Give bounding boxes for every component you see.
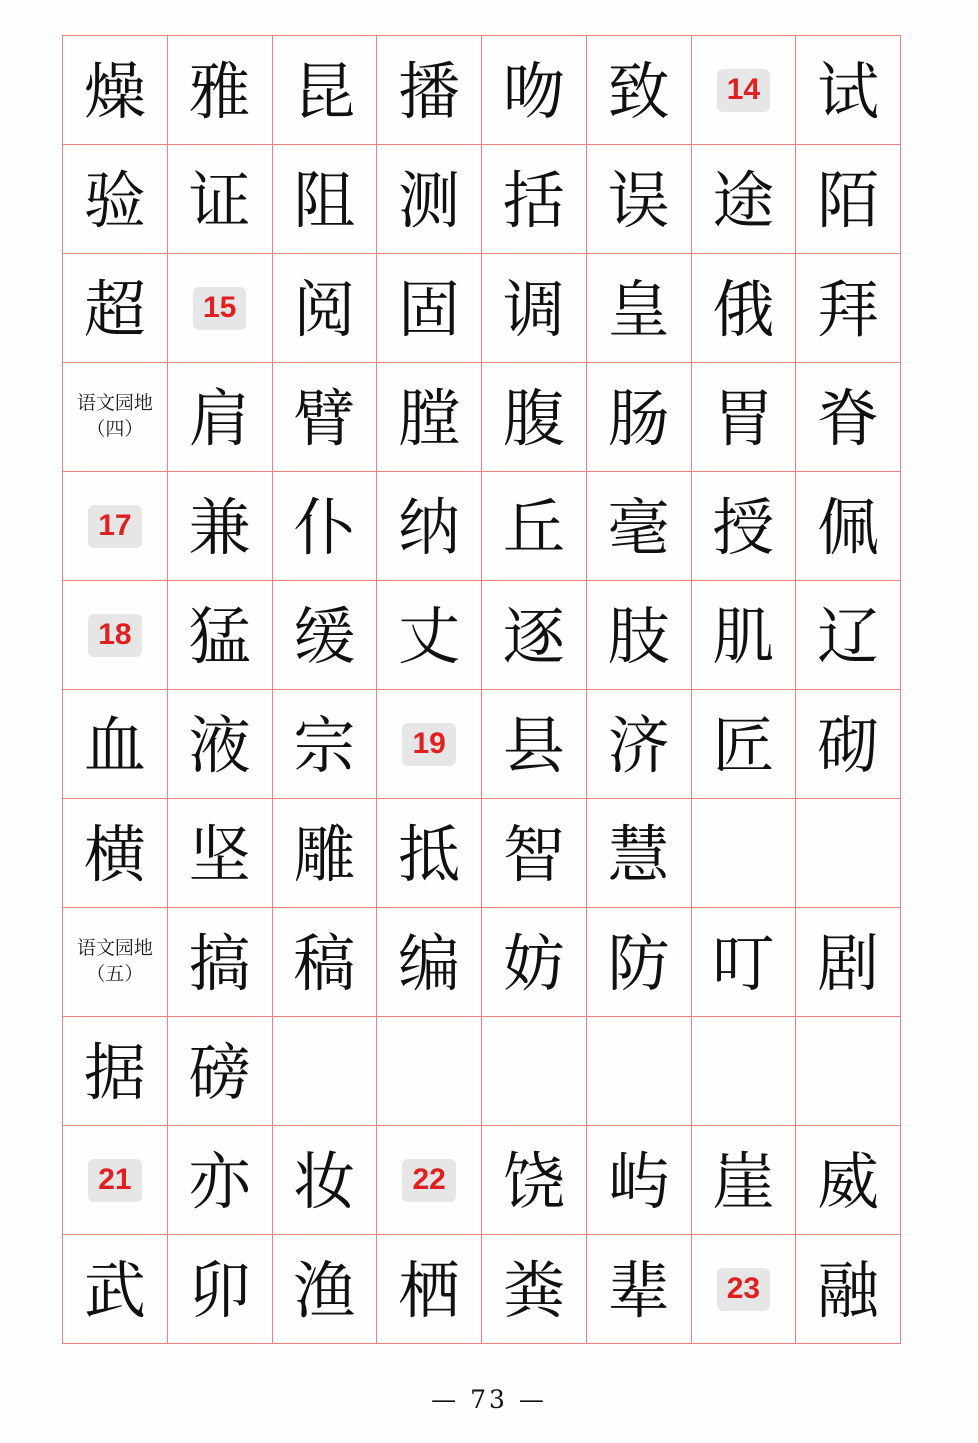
character-cell [482,254,587,363]
empty-cell [796,799,901,908]
character-cell [691,254,796,363]
empty-cell [586,1017,691,1126]
character-glyph: 调 [502,273,565,346]
character-glyph: 济 [607,709,670,782]
character-glyph: 妆 [293,1145,356,1218]
character-cell [272,799,377,908]
character-cell [691,581,796,690]
character-cell [167,1126,272,1235]
lesson-number-cell [63,1126,168,1235]
character-glyph: 试 [817,55,880,128]
lesson-number-cell [377,690,482,799]
section-label [63,936,167,987]
lesson-number-cell [377,1126,482,1235]
character-glyph: 屿 [607,1145,670,1218]
character-glyph: 俄 [712,273,775,346]
character-glyph: 拜 [817,273,880,346]
character-cell [63,145,168,254]
lesson-number-cell [691,1235,796,1344]
character-cell [691,363,796,472]
lesson-number-badge: 21 [88,1159,141,1202]
character-glyph: 砌 [817,709,880,782]
character-glyph: 昆 [293,55,356,128]
character-glyph: 液 [188,709,251,782]
character-cell [167,581,272,690]
character-cell [482,363,587,472]
character-glyph: 逐 [502,600,565,673]
character-cell [586,1235,691,1344]
character-cell [482,1235,587,1344]
character-glyph: 猛 [188,600,251,673]
grid-row [63,908,901,1017]
character-glyph: 阅 [293,273,356,346]
character-cell [482,1126,587,1235]
character-glyph: 饶 [502,1145,565,1218]
character-cell [586,36,691,145]
lesson-number-badge: 19 [402,723,455,766]
character-cell [586,1126,691,1235]
character-cell [691,1126,796,1235]
empty-cell [377,1017,482,1126]
character-glyph: 坚 [188,818,251,891]
character-cell [796,36,901,145]
character-glyph: 丈 [398,600,461,673]
character-glyph: 粪 [502,1254,565,1327]
character-cell [272,690,377,799]
character-glyph: 兼 [188,491,251,564]
character-cell [796,908,901,1017]
character-cell [167,1235,272,1344]
lesson-number-cell [691,36,796,145]
character-cell [482,36,587,145]
character-cell [167,690,272,799]
character-glyph: 栖 [398,1254,461,1327]
character-grid-wrapper [62,35,892,1344]
character-cell [586,254,691,363]
page-number: — 73 — [431,1385,547,1414]
character-cell [167,799,272,908]
character-cell [63,690,168,799]
character-glyph: 证 [188,164,251,237]
character-cell [167,363,272,472]
character-cell [63,1235,168,1344]
character-cell [272,1235,377,1344]
character-glyph: 播 [398,55,461,128]
character-cell [63,799,168,908]
character-cell [63,1017,168,1126]
character-glyph: 肩 [188,382,251,455]
character-glyph: 崖 [712,1145,775,1218]
character-glyph: 授 [712,491,775,564]
character-glyph: 吻 [502,55,565,128]
character-cell [272,1126,377,1235]
character-glyph: 阻 [293,164,356,237]
character-cell [272,36,377,145]
character-cell [691,145,796,254]
character-glyph: 妨 [502,927,565,1000]
character-glyph: 验 [83,164,146,237]
character-glyph: 叮 [712,927,775,1000]
grid-row [63,472,901,581]
character-glyph: 括 [502,164,565,237]
section-label-cell [63,908,168,1017]
character-cell [272,145,377,254]
lesson-number-badge: 17 [88,505,141,548]
character-cell [377,472,482,581]
section-label-line2: （四） [86,419,144,440]
lesson-number-badge: 18 [88,614,141,657]
character-cell [691,690,796,799]
grid-row [63,581,901,690]
character-cell [691,472,796,581]
character-glyph: 腹 [502,382,565,455]
grid-row [63,145,901,254]
character-glyph: 卯 [188,1254,251,1327]
character-cell [63,254,168,363]
character-glyph: 雕 [293,818,356,891]
grid-row [63,1235,901,1344]
section-label-cell [63,363,168,472]
character-cell [482,581,587,690]
character-glyph: 缓 [293,600,356,673]
character-cell [377,581,482,690]
character-glyph: 雅 [188,55,251,128]
character-glyph: 稿 [293,927,356,1000]
character-cell [377,1235,482,1344]
character-glyph: 陌 [817,164,880,237]
lesson-number-badge: 15 [193,287,246,330]
grid-row [63,799,901,908]
character-cell [796,363,901,472]
character-glyph: 脊 [817,382,880,455]
character-cell [377,908,482,1017]
character-glyph: 胃 [712,382,775,455]
character-cell [586,581,691,690]
character-cell [377,145,482,254]
character-cell [377,363,482,472]
character-glyph: 肌 [712,600,775,673]
character-glyph: 智 [502,818,565,891]
grid-row [63,690,901,799]
lesson-number-cell [63,472,168,581]
character-glyph: 匠 [712,709,775,782]
lesson-number-badge: 22 [402,1159,455,1202]
character-glyph: 据 [83,1036,146,1109]
lesson-number-badge: 14 [717,69,770,112]
character-cell [63,36,168,145]
character-glyph: 肠 [607,382,670,455]
character-cell [482,799,587,908]
character-glyph: 辽 [817,600,880,673]
character-cell [796,1126,901,1235]
character-cell [167,36,272,145]
empty-cell [272,1017,377,1126]
character-glyph: 武 [83,1254,146,1327]
character-glyph: 慧 [607,818,670,891]
character-cell [272,363,377,472]
character-glyph: 致 [607,55,670,128]
section-label [63,391,167,442]
character-cell [167,472,272,581]
section-label-line1: 语文园地 [76,938,153,960]
character-glyph: 辈 [607,1254,670,1327]
character-glyph: 误 [607,164,670,237]
lesson-number-badge: 23 [717,1268,770,1311]
character-glyph: 亦 [188,1145,251,1218]
character-glyph: 佩 [817,491,880,564]
character-glyph: 固 [398,273,461,346]
character-cell [272,581,377,690]
character-glyph: 燥 [83,55,146,128]
lesson-number-cell [167,254,272,363]
character-cell [272,254,377,363]
character-glyph: 途 [712,164,775,237]
character-glyph: 搞 [188,927,251,1000]
character-cell [167,908,272,1017]
character-glyph: 横 [83,818,146,891]
character-glyph: 毫 [607,491,670,564]
character-cell [691,908,796,1017]
section-label-line1: 语文园地 [76,393,153,415]
empty-cell [796,1017,901,1126]
character-cell [482,145,587,254]
character-glyph: 抵 [398,818,461,891]
character-cell [796,472,901,581]
empty-cell [482,1017,587,1126]
character-cell [272,472,377,581]
character-glyph: 磅 [188,1036,251,1109]
empty-cell [691,799,796,908]
lesson-number-cell [63,581,168,690]
character-glyph: 威 [817,1145,880,1218]
character-cell [167,145,272,254]
character-cell [377,254,482,363]
grid-row [63,36,901,145]
character-glyph: 宗 [293,709,356,782]
character-glyph: 防 [607,927,670,1000]
character-cell [586,690,691,799]
grid-row [63,254,901,363]
character-cell [377,36,482,145]
character-cell [796,581,901,690]
character-cell [482,472,587,581]
character-cell [167,1017,272,1126]
character-glyph: 渔 [293,1254,356,1327]
character-glyph: 融 [817,1254,880,1327]
character-glyph: 膛 [398,382,461,455]
character-cell [586,145,691,254]
character-cell [796,1235,901,1344]
character-grid [62,35,901,1344]
character-cell [272,908,377,1017]
empty-cell [691,1017,796,1126]
character-glyph: 测 [398,164,461,237]
section-label-line2: （五） [86,964,144,985]
character-glyph: 超 [83,273,146,346]
character-cell [482,908,587,1017]
character-cell [586,363,691,472]
grid-row [63,363,901,472]
character-glyph: 剧 [817,927,880,1000]
character-glyph: 肢 [607,600,670,673]
character-glyph: 皇 [607,273,670,346]
character-glyph: 县 [502,709,565,782]
character-glyph: 臂 [293,382,356,455]
character-glyph: 纳 [398,491,461,564]
character-cell [796,145,901,254]
character-glyph: 血 [83,709,146,782]
character-cell [482,690,587,799]
character-glyph: 丘 [502,491,565,564]
character-cell [586,799,691,908]
character-cell [377,799,482,908]
character-glyph: 仆 [293,491,356,564]
character-glyph: 编 [398,927,461,1000]
character-cell [586,472,691,581]
grid-row [63,1017,901,1126]
character-cell [796,254,901,363]
grid-row [63,1126,901,1235]
character-cell [796,690,901,799]
character-cell [586,908,691,1017]
